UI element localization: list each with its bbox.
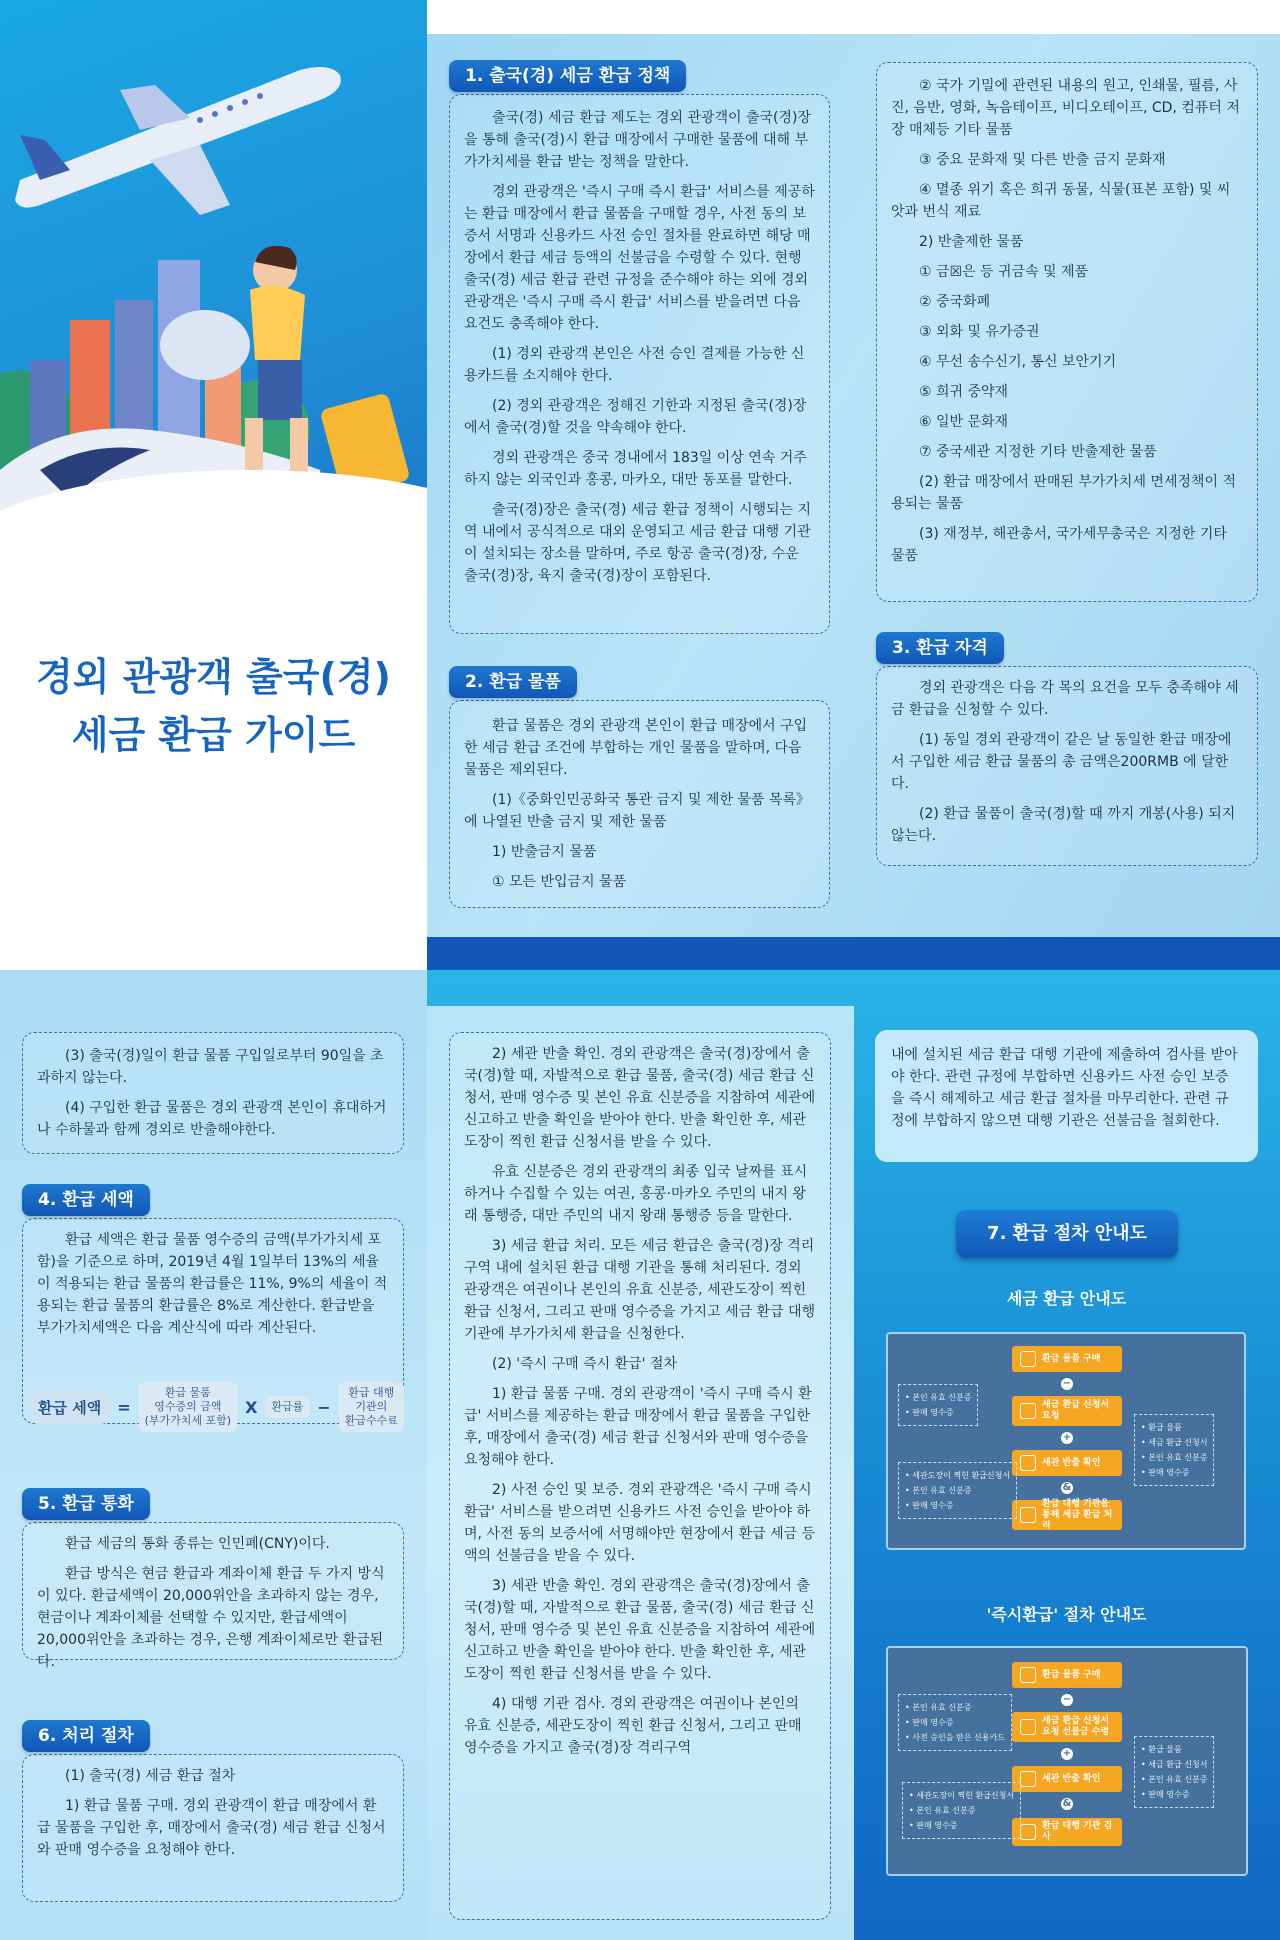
- section2-para: 환급 물품은 경외 관광객 본인이 환급 매장에서 구입한 세금 환급 조건에 부합하는 개인 물품을 말하며, 다음 물품은 제외된다.: [464, 718, 808, 778]
- section6-cont-para: 3) 세금 환급 처리. 모든 세금 환급은 출국(경)장 격리구역 내에 설치된 환급 대행 기관을 통해 처리된다. 경외 관광객은 여권이나 본인의 유효 신분증, 세관도장이 찍힌 환급 신청서, 그리고 판매 영수증을 가지고 세금 환급 대행 기관에 부가가치세 환급을 신청한다.: [464, 1238, 816, 1342]
- section1-box: [449, 94, 830, 634]
- section6-cont-para: 2) 사전 승인 및 보증. 경외 관광객은 '즉시 구매 즉시 환급' 서비스를 받으려면 신용카드 사전 승인을 받아야 하며, 사전 동의 보증서에 서명해야만 현장에서 환급 세금 등액의 선불금을 받을 수 있다.: [464, 1482, 816, 1564]
- form-icon: [1020, 1719, 1036, 1735]
- section2-para: (1)《중화인민공화국 통관 금지 및 제한 물품 목록》에 나열된 반출 금지 및 제한 물품: [464, 792, 810, 830]
- section2-cont-para: (3) 재정부, 해관총서, 국가세무총국은 지정한 기타 물품: [891, 526, 1227, 564]
- flow2-left-a: • 본인 유효 신분증 • 판매 영수증 • 사전 승인을 받은 신용카드: [898, 1694, 1012, 1751]
- flow2-connector: &: [1062, 1798, 1072, 1809]
- section6-end-card: [875, 1030, 1258, 1162]
- footer-strip: [427, 937, 1280, 970]
- flow2-title: '즉시환급' 절차 안내도: [986, 1605, 1147, 1624]
- flow1-step: 세관 반출 확인: [1012, 1450, 1122, 1476]
- section6-cont-para: 4) 대행 기관 검사. 경외 관광객은 여권이나 본인의 유효 신분증, 세관도장이 찍힌 환급 신청서, 그리고 판매 영수증을 가지고 출국(경)장 격리구역: [464, 1696, 802, 1756]
- section6-cont-para: 3) 세관 반출 확인. 경외 관광객은 출국(경)장에서 출국(경)할 때, 자발적으로 환급 물품, 출국(경) 세금 환급 신청서, 판매 영수증 및 본인 유효 신분증을 지참하여 세관에 신고하고 반출 확인을 받아야 한다. 반출 확인한 후, 세관도장이 찍힌 환급 신청서를 받을 수 있다.: [464, 1578, 816, 1682]
- section2-cont-para: ③ 중요 문화재 및 다른 반출 금지 문화재: [919, 152, 1166, 168]
- cover-title-line1: 경외 관광객 출국(경): [36, 655, 391, 699]
- flow1-connector: +: [1062, 1432, 1072, 1443]
- section2-cont-para: ④ 멸종 위기 혹은 희귀 동물, 식물(표본 포함) 및 씨앗과 번식 재료: [891, 182, 1231, 220]
- section6-para: (1) 출국(경) 세금 환급 절차: [65, 1768, 236, 1784]
- section1-para: 출국(경) 세금 환급 제도는 경외 관광객이 출국(경)장을 통해 출국(경)시 환급 매장에서 구매한 물품에 대해 부가가치세를 환급 받는 정책을 말한다.: [464, 110, 812, 170]
- formula-minus: −: [317, 1397, 331, 1417]
- section1-title: 1. 출국(경) 세금 환급 정책: [449, 60, 686, 92]
- section1-para: (1) 경외 관광객 본인은 사전 승인 결제를 가능한 신용카드를 소지해야 한다.: [464, 346, 805, 384]
- flow1-title: 세금 환급 안내도: [1006, 1289, 1127, 1308]
- section2-para: ① 모든 반입금지 물품: [492, 874, 627, 890]
- flow1-step: 세금 환급 신청서 요청: [1012, 1396, 1122, 1426]
- cover-panel: [0, 0, 427, 970]
- section5-title: 5. 환급 통화: [22, 1488, 150, 1520]
- form-icon: [1020, 1403, 1036, 1419]
- section3-title: 3. 환급 자격: [876, 632, 1004, 664]
- flow1-left-a: • 본인 유효 신분증 • 판매 영수증: [898, 1384, 978, 1426]
- flow2-left-b: • 세관도장이 찍힌 환급신청서 • 본인 유효 신분증 • 판매 영수증: [902, 1782, 1021, 1839]
- flow2-step: 환급 물품 구매: [1012, 1662, 1122, 1688]
- section2-cont-para: ⑥ 일반 문화재: [919, 414, 1009, 430]
- section6-cont-box: [449, 1032, 831, 1920]
- section6-end-para: 내에 설치된 세금 환급 대행 기관에 제출하여 검사를 받아야 한다. 관련 규정에 부합하면 신용카드 사전 승인 보증을 즉시 해제하고 세금 환급 절차를 마무리한다. 관련 규정에 부합하지 않으면 대행 기관은 선불금을 철회한다.: [891, 1047, 1238, 1129]
- section2-cont-para: ② 중국화폐: [919, 294, 991, 310]
- section6-box: [22, 1754, 404, 1902]
- section6-cont-para: 2) 세관 반출 확인. 경외 관광객은 출국(경)장에서 출국(경)할 때, 자발적으로 환급 물품, 출국(경) 세금 환급 신청서, 판매 영수증 및 본인 유효 신분증을 지참하여 세관에 신고하고 반출 확인을 받아야 한다. 반출 확인한 후, 세관도장이 찍힌 환급 신청서를 받을 수 있다.: [464, 1046, 816, 1150]
- formula-times: X: [245, 1397, 258, 1417]
- flow2-right: • 환급 물품 • 세금 환급 신청서 • 본인 유효 신분증 • 판매 영수증: [1134, 1736, 1214, 1808]
- section2-cont-para: (2) 환급 매장에서 판매된 부가가치세 면세정책이 적용되는 물품: [891, 474, 1237, 512]
- customs-check-icon: [1020, 1455, 1036, 1471]
- cover-title: [0, 648, 427, 764]
- flow2-step: 환급 대행 기관 검사: [1012, 1818, 1122, 1846]
- section6-title: 6. 처리 절차: [22, 1720, 150, 1752]
- section5-para: 환급 방식은 현금 환급과 계좌이체 환급 두 가지 방식이 있다. 환급세액이 20,000위안을 초과하지 않는 경우, 현금이나 계좌이체를 선택할 수 있지만, 환급세액이 20,000위안을 초과하는 경우, 은행 계좌이체로만 환급된다.: [37, 1566, 385, 1670]
- refund-formula: [30, 1382, 404, 1432]
- flow1-panel: [886, 1332, 1246, 1550]
- section1-para: (2) 경외 관광객은 정해진 기한과 지정된 출국(경)장에서 출국(경)할 것을 약속해야 한다.: [464, 398, 807, 436]
- section6-cont-para: 1) 환급 물품 구매. 경외 관광객이 '즉시 구매 즉시 환급' 서비스를 제공하는 환급 매장에서 환급 물품을 구입한 후, 매장에서 출국(경) 세금 환급 신청서와 판매 영수증을 요청해야 한다.: [464, 1386, 812, 1468]
- mail-icon: [1020, 1824, 1036, 1840]
- section2-cont-para: ⑤ 희귀 중약재: [919, 384, 1009, 400]
- section1-para: 출국(경)장은 출국(경) 세금 환급 정책이 시행되는 지역 내에서 공식적으로 대외 운영되고 세금 환급 대행 기관이 설치되는 장소를 말하며, 주로 항공 출국(경)장, 수운 출국(경)장, 육지 출국(경)장이 포함된다.: [464, 502, 812, 584]
- section2-cont-para: ③ 외화 및 유가증권: [919, 324, 1040, 340]
- section7-title: 7. 환급 절차 안내도: [956, 1210, 1178, 1258]
- section6-para: 1) 환급 물품 구매. 경외 관광객이 환급 매장에서 환급 물품을 구입한 후, 매장에서 출국(경) 세금 환급 신청서와 판매 영수증을 요청해야 한다.: [37, 1798, 386, 1858]
- formula-rate: 환급률: [265, 1396, 309, 1418]
- section5-para: 환급 세금의 통화 종류는 인민폐(CNY)이다.: [65, 1536, 330, 1552]
- section2-para: 1) 반출금지 물품: [492, 844, 597, 860]
- formula-amount: 환급 물품 영수증의 금액 (부가가치세 포함): [139, 1382, 237, 1432]
- shopping-bag-icon: [1020, 1351, 1036, 1367]
- cover-title-line2: 세금 환급 가이드: [71, 713, 356, 757]
- section5-box: [22, 1522, 404, 1670]
- section2-title: 2. 환급 물품: [449, 666, 577, 698]
- section3-cont-box: [22, 1032, 404, 1154]
- cover-wave: [0, 470, 427, 670]
- flow1-step: 환급 물품 구매: [1012, 1346, 1122, 1372]
- airplane-icon: [15, 67, 341, 215]
- section3-cont-para: (3) 출국(경)일이 환급 물품 구입일로부터 90일을 초과하지 않는다.: [37, 1048, 384, 1086]
- section2-cont-para: ① 금☒은 등 귀금속 및 제품: [919, 264, 1089, 280]
- brochure-back: [0, 970, 1280, 1940]
- shopping-bag-icon: [1020, 1667, 1036, 1683]
- section6-cont-para: (2) '즉시 구매 즉시 환급' 절차: [492, 1356, 678, 1372]
- section1-para: 경외 관광객은 '즉시 구매 즉시 환급' 서비스를 제공하는 환급 매장에서 환급 물품을 구매할 경우, 사전 동의 보증서 서명과 신용카드 사전 승인 절차를 완료하면 해당 매장에서 환급 세금 등액의 선불금을 수령할 수 있다. 현행 출국(경) 세금 환급 관련 규정을 준수해야 하는 외에 경외 관광객은 '즉시 구매 즉시 환급' 서비스를 받을려면 다음 요건도 충족해야 한다.: [464, 184, 815, 332]
- flow2-connector: −: [1062, 1694, 1072, 1705]
- section4-para: 환급 세액은 환급 물품 영수증의 금액(부가가치세 포함)을 기준으로 하며, 2019년 4월 1일부터 13%의 세율이 적용되는 환급 물품의 환급률은 11%, 9%의 세율이 적용되는 환급 물품의 환급률은 8%로 계산한다. 환급받을 부가가치세액은 다음 계산식에 따라 계산된다.: [37, 1232, 388, 1336]
- flow1-connector: −: [1062, 1378, 1072, 1389]
- section2-cont-box: [876, 62, 1258, 602]
- section3-para: (2) 환급 물품이 출국(경)할 때 까지 개봉(사용) 되지 않는다.: [891, 806, 1236, 844]
- refund-office-icon: [1020, 1507, 1036, 1523]
- flow1-step: 환급 대행 기관을 통해 세금 환급 처리: [1012, 1500, 1122, 1530]
- section4-title: 4. 환급 세액: [22, 1184, 150, 1216]
- formula-result: 환급 세액: [30, 1391, 109, 1424]
- flow1-connector: &: [1062, 1482, 1072, 1493]
- formula-equals: =: [117, 1397, 131, 1417]
- flow2-panel: [886, 1646, 1248, 1876]
- section3-cont-para: (4) 구입한 환급 물품은 경외 관광객 본인이 휴대하거나 수하물과 함께 경외로 반출해야한다.: [37, 1100, 387, 1138]
- section2-cont-para: 2) 반출제한 물품: [919, 234, 1024, 250]
- formula-fee: 환급 대행 기관의 환급수수료: [339, 1382, 404, 1432]
- section2-box: [449, 700, 830, 908]
- section6-cont-para: 유효 신분증은 경외 관광객의 최종 입국 날짜를 표시하거나 수집할 수 있는 여권, 홍콩·마카오 주민의 내지 왕래 통행증, 대만 주민의 내지 왕래 통행증 등을 말한다.: [464, 1164, 808, 1224]
- flow2-step: 세금 환급 신청서 요청 선불금 수령: [1012, 1712, 1122, 1742]
- section2-cont-para: ⑦ 중국세관 지정한 기타 반출제한 물품: [919, 444, 1157, 460]
- section2-cont-para: ② 국가 기밀에 관련된 내용의 원고, 인쇄물, 필름, 사진, 음반, 영화, 녹음테이프, 비디오테이프, CD, 컴퓨터 저장 매체등 기타 물품: [891, 78, 1240, 138]
- flow1-right: • 환급 물품 • 세금 환급 신청서 • 본인 유효 신분증 • 판매 영수증: [1134, 1414, 1214, 1486]
- flow2-connector: +: [1062, 1748, 1072, 1759]
- section1-para: 경외 관광객은 중국 경내에서 183일 이상 연속 거주하지 않는 외국인과 홍콩, 마카오, 대만 동포를 말한다.: [464, 450, 807, 488]
- section3-para: 경외 관광객은 다음 각 목의 요건을 모두 충족해야 세금 환급을 신청할 수 있다.: [891, 680, 1239, 718]
- section3-para: (1) 동일 경외 관광객이 같은 날 동일한 환급 매장에서 구입한 세금 환급 물품의 총 금액은200RMB 에 달한다.: [891, 732, 1232, 792]
- section3-box: [876, 666, 1258, 866]
- customs-check-icon: [1020, 1771, 1036, 1787]
- section2-cont-para: ④ 무선 송수신기, 통신 보안기기: [919, 354, 1117, 370]
- flow1-left-b: • 세관도장이 찍힌 환급신청서 • 본인 유효 신분증 • 판매 영수증: [898, 1462, 1017, 1519]
- flow2-step: 세관 반출 확인: [1012, 1766, 1122, 1792]
